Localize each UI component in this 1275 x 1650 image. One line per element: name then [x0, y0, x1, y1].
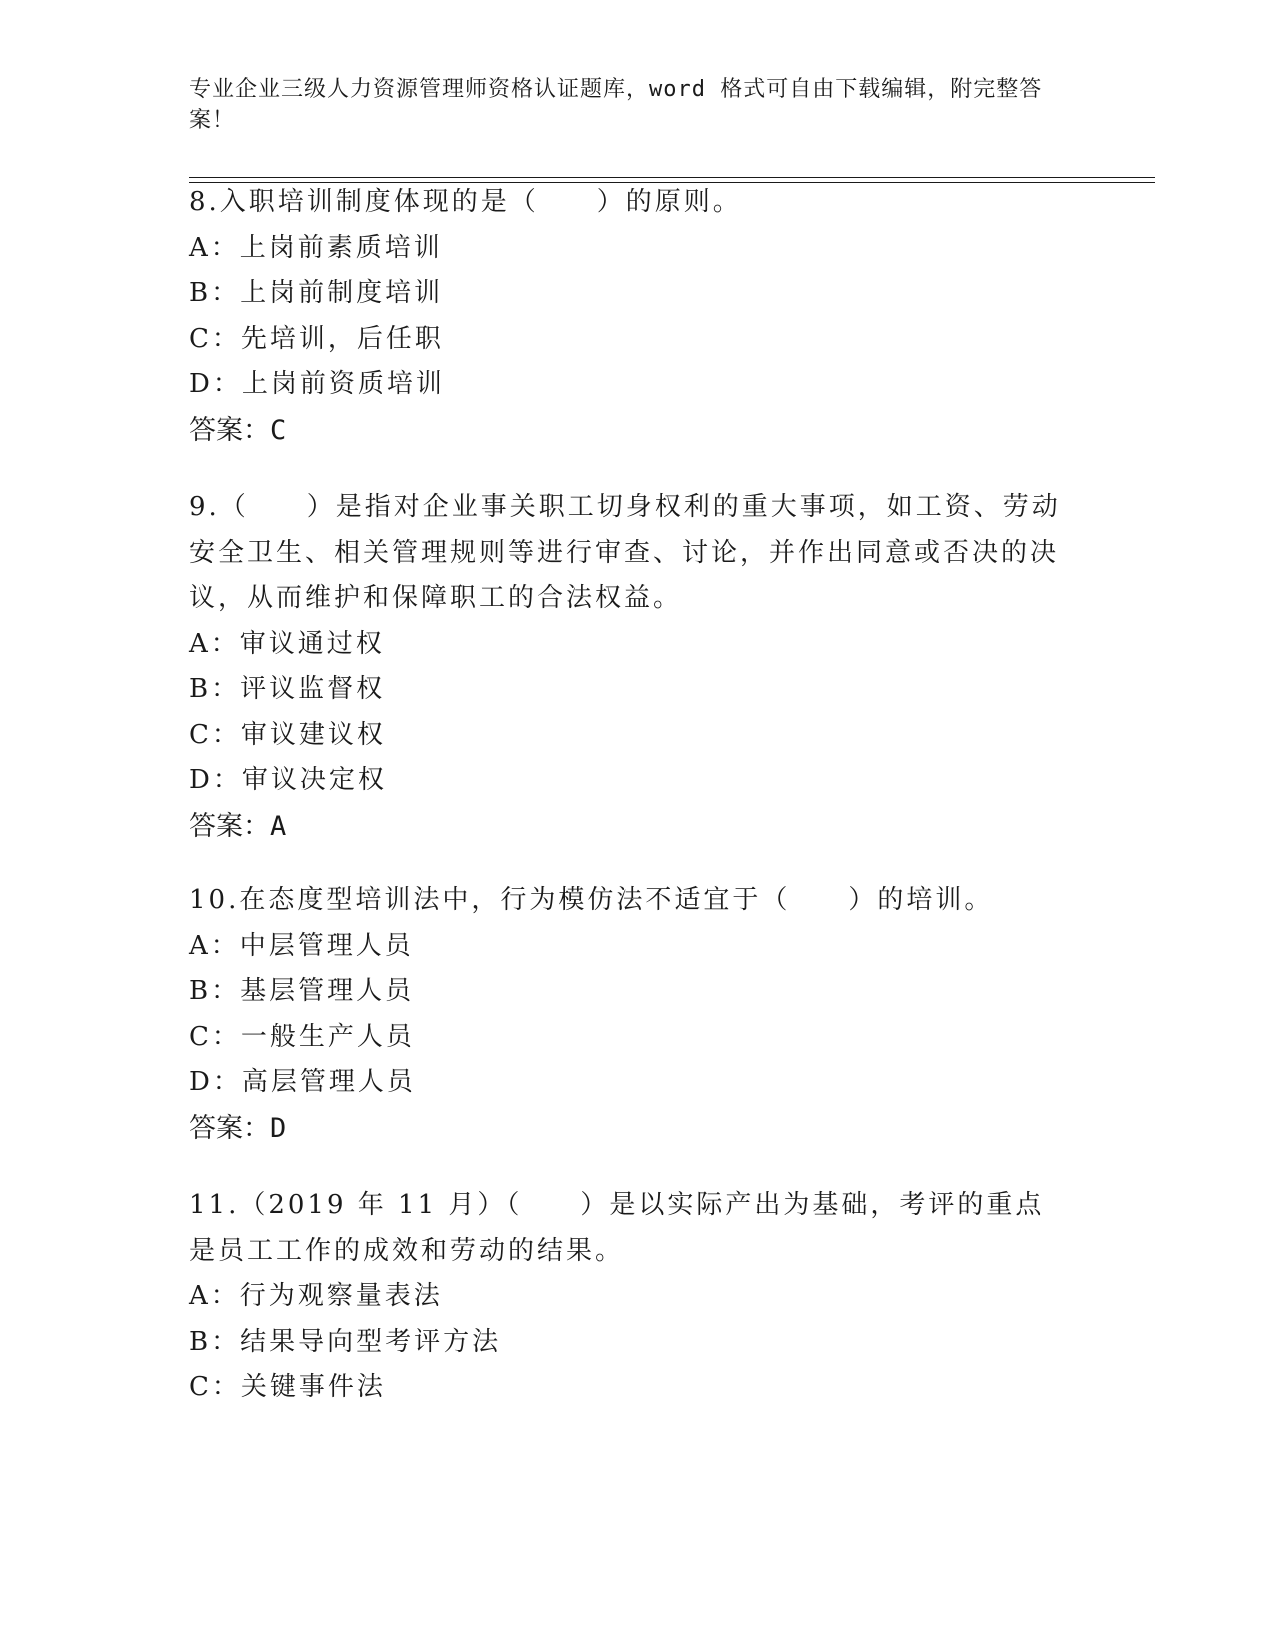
answer-line: 答案：C [189, 414, 287, 446]
option-c: C：审议建议权 [189, 719, 386, 750]
option-a: A：上岗前素质培训 [189, 232, 443, 263]
option-d: D：高层管理人员 [189, 1067, 416, 1097]
option-a: A：中层管理人员 [189, 930, 414, 961]
header-divider-top [189, 177, 1155, 178]
answer-line: 答案：D [189, 1112, 287, 1144]
option-a: A：行为观察量表法 [189, 1281, 443, 1311]
option-b: B：评议监督权 [189, 674, 386, 704]
option-d: D：审议决定权 [189, 765, 387, 795]
document-header: 专业企业三级人力资源管理师资格认证题库，word 格式可自由下载编辑，附完整答案！ [189, 77, 1043, 133]
option-b: B：结果导向型考评方法 [189, 1326, 502, 1357]
question-stem: 11.（2019 年 11 月）（ ）是以实际产出为基础，考评的重点是员工工作的成效和劳动的结果。 [189, 1190, 1045, 1266]
option-c: C：关键事件法 [189, 1372, 386, 1402]
question-10 [189, 878, 1069, 1151]
question-stem: 8.入职培训制度体现的是（ ）的原则。 [189, 187, 742, 217]
question-9 [189, 485, 1069, 849]
option-a: A：审议通过权 [189, 628, 385, 659]
answer-line: 答案：A [189, 810, 287, 842]
question-8 [189, 180, 1069, 453]
option-d: D：上岗前资质培训 [189, 369, 445, 399]
option-b: B：上岗前制度培训 [189, 278, 444, 308]
question-stem: 10.在态度型培训法中，行为模仿法不适宜于（ ）的培训。 [189, 885, 994, 915]
question-stem: 9.（ ）是指对企业事关职工切身权利的重大事项，如工资、劳动安全卫生、相关管理规则等进行审查、讨论，并作出同意或否决的决议，从而维护和保障职工的合法权益。 [189, 492, 1061, 613]
question-11 [189, 1183, 1069, 1411]
option-c: C：先培训，后任职 [189, 323, 444, 354]
option-c: C：一般生产人员 [189, 1021, 415, 1052]
option-b: B：基层管理人员 [189, 976, 415, 1006]
